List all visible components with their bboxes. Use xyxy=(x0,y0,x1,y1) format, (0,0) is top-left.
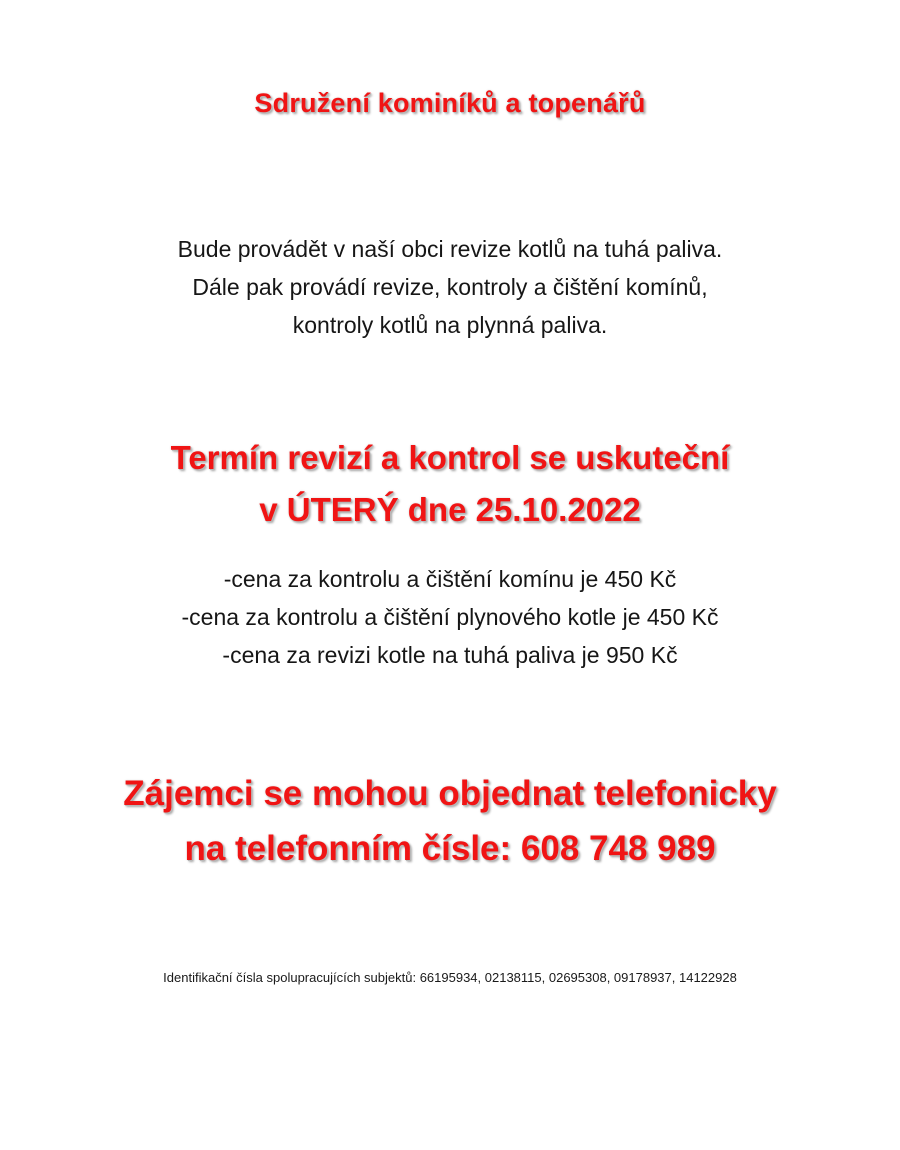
intro-line: Dále pak provádí revize, kontroly a čištění komínů, xyxy=(192,274,708,300)
notice-title xyxy=(0,88,900,119)
price-item: -cena za kontrolu a čištění plynového kotle je 450 Kč xyxy=(181,604,719,630)
phone-line: na telefonním čísle: 608 748 989 xyxy=(184,829,716,868)
company-ids-text: Identifikační čísla spolupracujících subjektů: 66195934, 02138115, 02695308, 09178937, 14122928 xyxy=(163,970,737,985)
price-item: -cena za kontrolu a čištění komínu je 450 Kč xyxy=(223,566,677,592)
term-date-line: v ÚTERÝ dne 25.10.2022 xyxy=(259,491,641,528)
title-text: Sdružení kominíků a topenářů xyxy=(254,88,646,118)
order-line: Zájemci se mohou objednat telefonicky xyxy=(123,774,777,813)
footer-company-ids xyxy=(0,970,900,985)
price-list xyxy=(0,560,900,674)
term-line: Termín revizí a kontrol se uskuteční xyxy=(170,439,730,476)
price-item: -cena za revizi kotle na tuhá paliva je 950 Kč xyxy=(222,642,678,668)
intro-line: Bude provádět v naší obci revize kotlů na tuhá paliva. xyxy=(177,236,723,262)
intro-line: kontroly kotlů na plynná paliva. xyxy=(292,312,608,338)
term-announcement xyxy=(0,432,900,536)
order-info xyxy=(0,766,900,876)
intro-paragraph xyxy=(0,230,900,344)
